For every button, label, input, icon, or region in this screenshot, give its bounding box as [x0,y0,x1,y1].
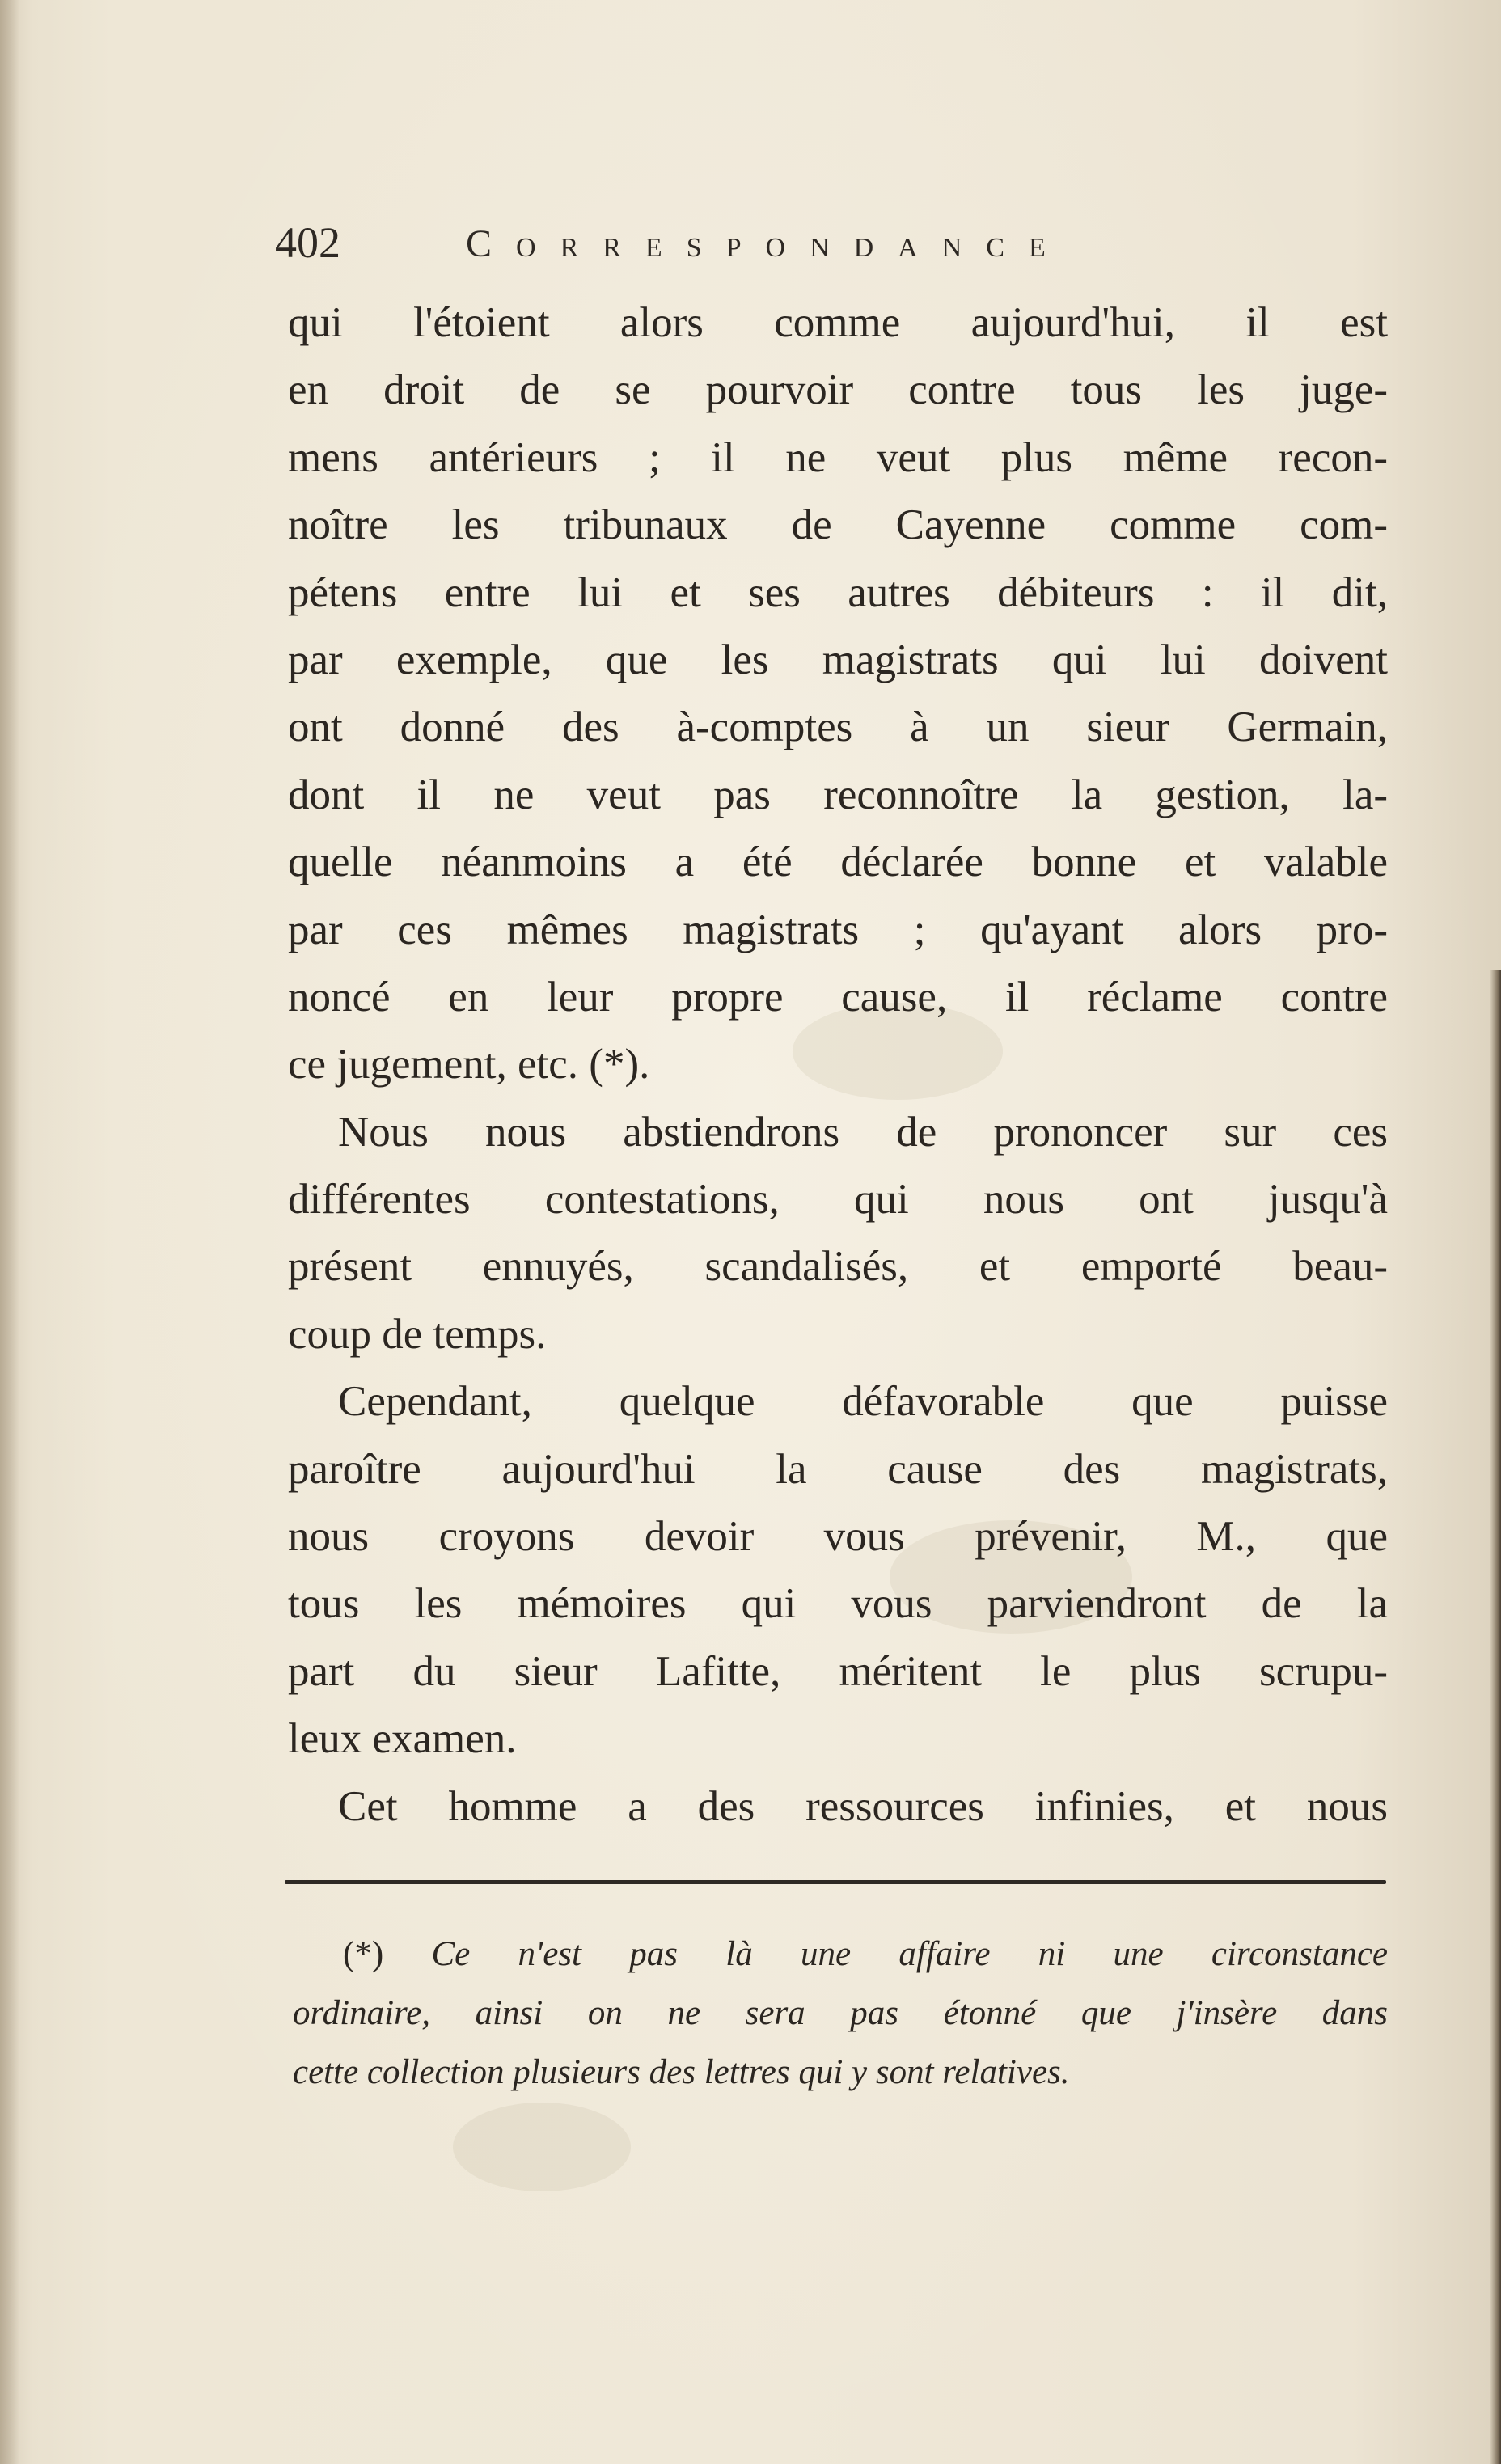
text-line: dont il ne veut pas reconnoître la gestion, la- [288,771,1388,818]
text-line: ont donné des à-comptes à un sieur Germain, [288,704,1388,751]
text-line: noncé en leur propre cause, il réclame contre [288,973,1388,1021]
footnote-line: ordinaire, ainsi on ne sera pas étonné que j'insère dans [293,1994,1388,2032]
text-line: paroître aujourd'hui la cause des magistrats, [288,1445,1388,1493]
text-line: Cet homme a des ressources infinies, et nous [338,1782,1388,1830]
footnote-marker: (*) [343,1935,384,1973]
footnote [293,1925,1388,2102]
page-header [275,217,1229,281]
footnote-line: cette collection plusieurs des lettres qui y sont relatives. [293,2053,1070,2091]
paper-stain [453,2103,631,2191]
text-line: différentes contestations, qui nous ont jusqu'à [288,1176,1388,1224]
text-line: pétens entre lui et ses autres débiteurs : il dit, [288,568,1388,616]
body-text [288,290,1388,1841]
text-line: par exemple, que les magistrats qui lui doivent [288,636,1388,683]
footnote-separator [285,1880,1386,1884]
text-line: en droit de se pourvoir contre tous les juge- [288,366,1388,414]
text-line: qui l'étoient alors comme aujourd'hui, il est [288,299,1388,346]
text-line: nous croyons devoir vous prévenir, M., que [288,1513,1388,1561]
text-line: leux examen. [288,1715,517,1763]
footnote-line [293,1925,1388,1984]
text-line: Cependant, quelque défavorable que puisse [338,1378,1388,1426]
text-line: Nous nous abstiendrons de prononcer sur ces [338,1108,1388,1156]
text-line: présent ennuyés, scandalisés, et emporté beau- [288,1243,1388,1291]
footnote-text: Ce n'est pas là une affaire ni une circonstance [431,1935,1388,1973]
running-title: Correspondance [466,222,1070,265]
page-left-edge [0,0,19,2464]
text-line: noître les tribunaux de Cayenne comme com- [288,501,1388,549]
text-line: quelle néanmoins a été déclarée bonne et valable [288,839,1388,886]
text-line: mens antérieurs ; il ne veut plus même recon- [288,433,1388,481]
text-line: part du sieur Lafitte, méritent le plus scrupu- [288,1647,1388,1695]
page-right-edge-shadow [1490,970,1501,2464]
text-line: ce jugement, etc. (*). [288,1041,650,1088]
text-line: tous les mémoires qui vous parviendront de la [288,1580,1388,1628]
page-number: 402 [275,218,340,267]
text-line: par ces mêmes magistrats ; qu'ayant alors pro- [288,906,1388,953]
text-line: coup de temps. [288,1310,547,1358]
